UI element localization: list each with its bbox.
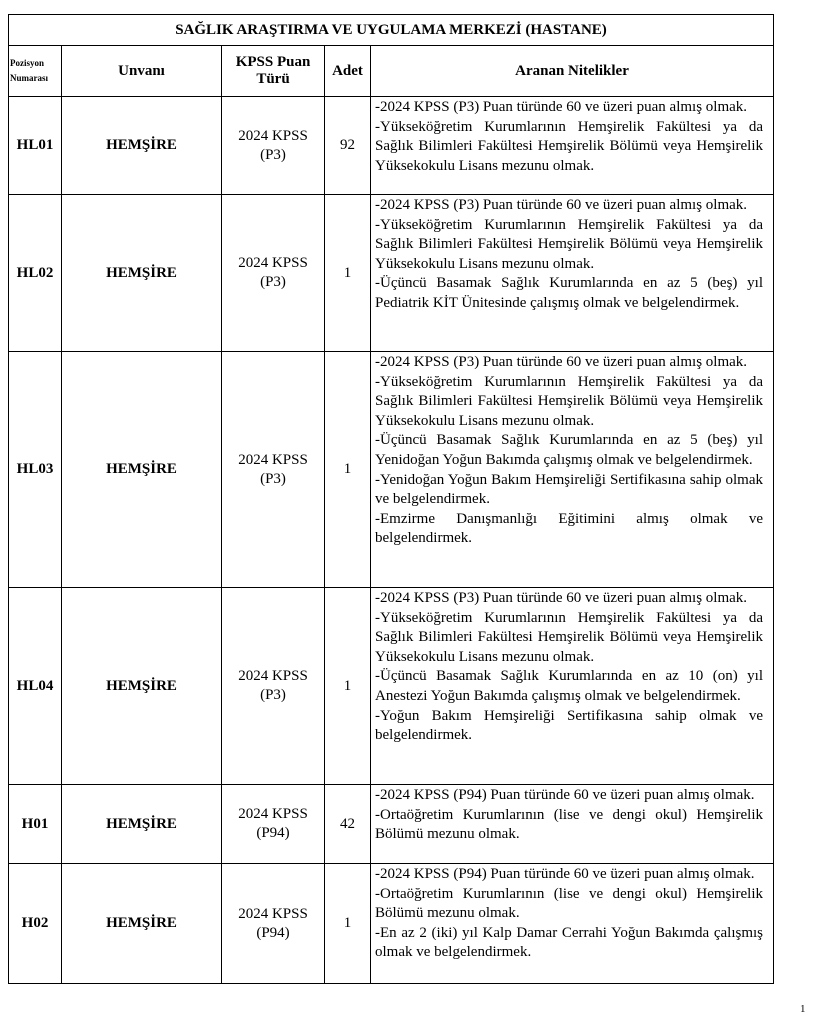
requirements (371, 588, 774, 785)
requirement-item: -Emzirme Danışmanlığı Eğitimini almış olmak ve belgelendirmek. (375, 510, 764, 547)
kpss-type (222, 785, 325, 864)
requirement-item: -2024 KPSS (P94) Puan türünde 60 ve üzeri puan almış olmak. (375, 866, 755, 882)
header-kpss-line1: KPSS Puan (235, 54, 311, 70)
position-title: HEMŞİRE (62, 864, 222, 984)
position-code: HL03 (9, 352, 62, 588)
position-title: HEMŞİRE (62, 352, 222, 588)
position-count: 1 (325, 352, 371, 588)
kpss-type (222, 195, 325, 352)
table-row (9, 195, 774, 352)
positions-table (8, 14, 774, 984)
kpss-score-type: (P3) (260, 687, 286, 703)
requirement-item: -Yenidoğan Yoğun Bakım Hemşireliği Sertifikasına sahip olmak ve belgelendirmek. (375, 471, 764, 508)
position-title: HEMŞİRE (62, 785, 222, 864)
header-position-line1: Pozisyon (10, 58, 45, 68)
kpss-score-type: (P94) (256, 825, 290, 841)
requirements (371, 352, 774, 588)
requirement-item: -Üçüncü Basamak Sağlık Kurumlarında en az 5 (beş) yıl Pediatrik KİT Ünitesinde çalışmış olmak ve belgelendirmek. (375, 275, 764, 311)
kpss-year: 2024 KPSS (238, 451, 308, 468)
header-kpss (222, 46, 325, 97)
header-row (9, 46, 774, 97)
header-kpss-line2: Türü (256, 71, 290, 87)
requirement-item: -2024 KPSS (P94) Puan türünde 60 ve üzeri puan almış olmak. (375, 787, 755, 803)
position-title: HEMŞİRE (62, 97, 222, 195)
requirement-item: -Yoğun Bakım Hemşireliği Sertifikasına sahip olmak ve belgelendirmek. (375, 707, 764, 744)
kpss-year: 2024 KPSS (238, 668, 308, 684)
requirement-item: -Ortaöğretim Kurumlarının (lise ve dengi okul) Hemşirelik Bölümü mezunu olmak. (375, 806, 764, 843)
header-position-number (9, 46, 62, 97)
position-count: 42 (325, 785, 371, 864)
kpss-score-type: (P3) (260, 146, 286, 163)
requirement-item: -Ortaöğretim Kurumlarının (lise ve dengi okul) Hemşirelik Bölümü mezunu olmak. (375, 885, 764, 922)
header-count: Adet (325, 46, 371, 97)
position-code: HL01 (9, 97, 62, 195)
requirement-item: -2024 KPSS (P3) Puan türünde 60 ve üzeri puan almış olmak. (375, 197, 748, 213)
requirement-item: -En az 2 (iki) yıl Kalp Damar Cerrahi Yoğun Bakımda çalışmış olmak ve belgelendirmek. (375, 924, 764, 961)
kpss-year: 2024 KPSS (238, 905, 308, 922)
kpss-year: 2024 KPSS (238, 255, 308, 271)
page-number: 1 (800, 1003, 806, 1015)
kpss-type (222, 588, 325, 785)
position-code: HL04 (9, 588, 62, 785)
header-title: Unvanı (62, 46, 222, 97)
position-count: 1 (325, 195, 371, 352)
kpss-score-type: (P3) (260, 274, 286, 290)
header-requirements: Aranan Nitelikler (371, 46, 774, 97)
requirement-item: -Yükseköğretim Kurumlarının Hemşirelik Fakültesi ya da Sağlık Bilimleri Fakültesi Hemşirelik Bölümü veya Hemşirelik Yüksekokulu Lisans mezunu olmak. (375, 609, 764, 665)
kpss-score-type: (P3) (260, 470, 286, 487)
table-body (9, 97, 774, 984)
requirement-item: -Yükseköğretim Kurumlarının Hemşirelik Fakültesi ya da Sağlık Bilimleri Fakültesi Hemşirelik Bölümü veya Hemşirelik Yüksekokulu Lisans mezunu olmak. (375, 118, 764, 174)
kpss-year: 2024 KPSS (238, 127, 308, 144)
position-count: 1 (325, 588, 371, 785)
kpss-type (222, 352, 325, 588)
requirements (371, 97, 774, 195)
table-row (9, 588, 774, 785)
requirement-item: -Üçüncü Basamak Sağlık Kurumlarında en az 10 (on) yıl Anestezi Yoğun Bakımda çalışmış olmak ve belgelendirmek. (375, 668, 764, 704)
position-count: 92 (325, 97, 371, 195)
requirement-item: -2024 KPSS (P3) Puan türünde 60 ve üzeri puan almış olmak. (375, 354, 748, 370)
position-code: H01 (9, 785, 62, 864)
kpss-type (222, 864, 325, 984)
table-row (9, 864, 774, 984)
requirements (371, 864, 774, 984)
table-row (9, 352, 774, 588)
table-row (9, 785, 774, 864)
requirement-item: -2024 KPSS (P3) Puan türünde 60 ve üzeri puan almış olmak. (375, 99, 748, 115)
requirement-item: -2024 KPSS (P3) Puan türünde 60 ve üzeri puan almış olmak. (375, 590, 748, 606)
table-title: SAĞLIK ARAŞTIRMA VE UYGULAMA MERKEZİ (HASTANE) (9, 15, 774, 46)
table-row (9, 97, 774, 195)
requirement-item: -Üçüncü Basamak Sağlık Kurumlarında en az 5 (beş) yıl Yenidoğan Yoğun Bakımda çalışmış olmak ve belgelendirmek. (375, 432, 764, 468)
requirements (371, 195, 774, 352)
kpss-type (222, 97, 325, 195)
header-position-line2: Numarası (10, 73, 48, 83)
position-title: HEMŞİRE (62, 588, 222, 785)
kpss-year: 2024 KPSS (238, 806, 308, 822)
position-code: H02 (9, 864, 62, 984)
requirement-item: -Yükseköğretim Kurumlarının Hemşirelik Fakültesi ya da Sağlık Bilimleri Fakültesi Hemşirelik Bölümü veya Hemşirelik Yüksekokulu Lisans mezunu olmak. (375, 216, 764, 272)
requirements (371, 785, 774, 864)
position-title: HEMŞİRE (62, 195, 222, 352)
kpss-score-type: (P94) (256, 924, 290, 941)
position-count: 1 (325, 864, 371, 984)
position-code: HL02 (9, 195, 62, 352)
requirement-item: -Yükseköğretim Kurumlarının Hemşirelik Fakültesi ya da Sağlık Bilimleri Fakültesi Hemşirelik Bölümü veya Hemşirelik Yüksekokulu Lisans mezunu olmak. (375, 373, 764, 429)
